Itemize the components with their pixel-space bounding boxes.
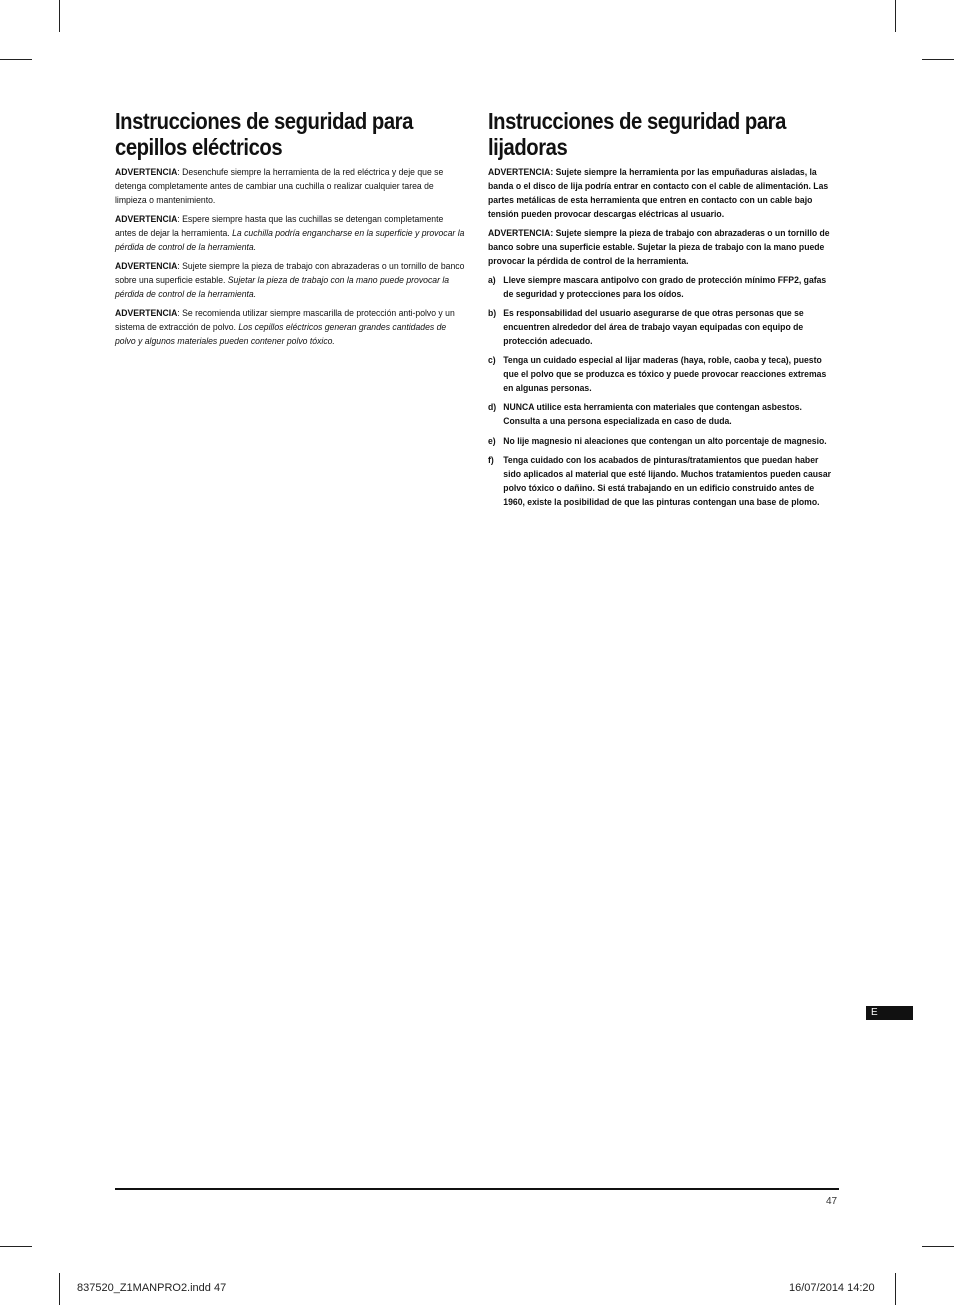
warning-paragraph: ADVERTENCIA: Se recomienda utilizar siempre mascarilla de protección anti-polvo y un sistema de extracción de polvo. Los cepillos eléctricos generan grandes cantidades de polvo y algunos materiales pueden contener polvo tóxico.: [115, 308, 455, 347]
crop-mark: [922, 1246, 954, 1247]
list-item: c) Tenga un cuidado especial al lijar maderas (haya, roble, caoba y teca), puesto que el polvo que se produzca es tóxico y puede provocar reacciones extremas en algunas personas.: [488, 355, 827, 395]
crop-mark: [0, 59, 32, 60]
language-tab: E: [866, 1006, 913, 1020]
left-column: [115, 108, 465, 354]
list-item: b) Es responsabilidad del usuario asegurarse de que otras personas que se encuentren alrededor del área de trabajo vayan equipadas con equipo de protección adecuado.: [488, 308, 804, 347]
crop-mark: [895, 1273, 896, 1305]
list-item: a) Lleve siempre mascara antipolvo con grado de protección mínimo FFP2, gafas de seguridad y protecciones para los oídos.: [488, 274, 827, 300]
page-number: 47: [826, 1196, 838, 1207]
crop-mark: [922, 59, 954, 60]
footer-file-slug: 837520_Z1MANPRO2.indd 47: [77, 1282, 227, 1294]
section-title-planers: Instrucciones de seguridad para cepillos eléctricos: [115, 108, 413, 160]
footer-rule: [115, 1188, 839, 1190]
section-title-sanders: Instrucciones de seguridad para lijadoras: [488, 108, 786, 160]
crop-mark: [895, 0, 896, 32]
crop-mark: [0, 1246, 32, 1247]
footer-datetime: 16/07/2014 14:20: [789, 1282, 875, 1294]
warning-paragraph: ADVERTENCIA: Sujete siempre la pieza de trabajo con abrazaderas o un tornillo de banco sobre una superficie estable. Sujetar la pieza de trabajo con la mano puede provocar la pérdida de control de la herramienta.: [115, 261, 465, 300]
crop-mark: [59, 0, 60, 32]
list-item: f) Tenga cuidado con los acabados de pinturas/tratamientos que puedan haber sido aplicados al material que esté lijando. Muchos tratamientos pueden causar polvo tóxico o dañino. Si está trabajando en un edificio construido antes de 1960, existe la posibilidad de que las pinturas contengan una base de plomo.: [488, 454, 832, 508]
warning-paragraph: ADVERTENCIA: Sujete siempre la herramienta por las empuñaduras aisladas, la banda o el disco de lija podría entrar en contacto con el cable de alimentación. Las partes metálicas de esta herramienta que entren en contacto con un cable bajo tensión pueden provocar descargas eléctricas al usuario.: [488, 167, 829, 220]
right-column: [488, 108, 838, 515]
warning-paragraph: ADVERTENCIA: Sujete siempre la pieza de trabajo con abrazaderas o un tornillo de banco sobre una superficie estable. Sujetar la pieza de trabajo con la mano puede provocar la pérdida de control de la herramienta.: [488, 227, 830, 267]
crop-mark: [59, 1273, 60, 1305]
list-item: d) NUNCA utilice esta herramienta con materiales que contengan asbestos. Consulta a una persona especializada en caso de duda.: [488, 402, 802, 428]
warning-paragraph: ADVERTENCIA: Desenchufe siempre la herramienta de la red eléctrica y deje que se detenga completamente antes de cambiar una cuchilla o realizar cualquier tarea de limpieza o mantenimiento.: [115, 167, 444, 206]
list-item: e) No lije magnesio ni aleaciones que contengan un alto porcentaje de magnesio.: [488, 435, 827, 447]
warning-paragraph: ADVERTENCIA: Espere siempre hasta que las cuchillas se detengan completamente antes de dejar la herramienta. La cuchilla podría engancharse en la superficie y provocar la pérdida de control de la herramienta.: [115, 214, 465, 253]
